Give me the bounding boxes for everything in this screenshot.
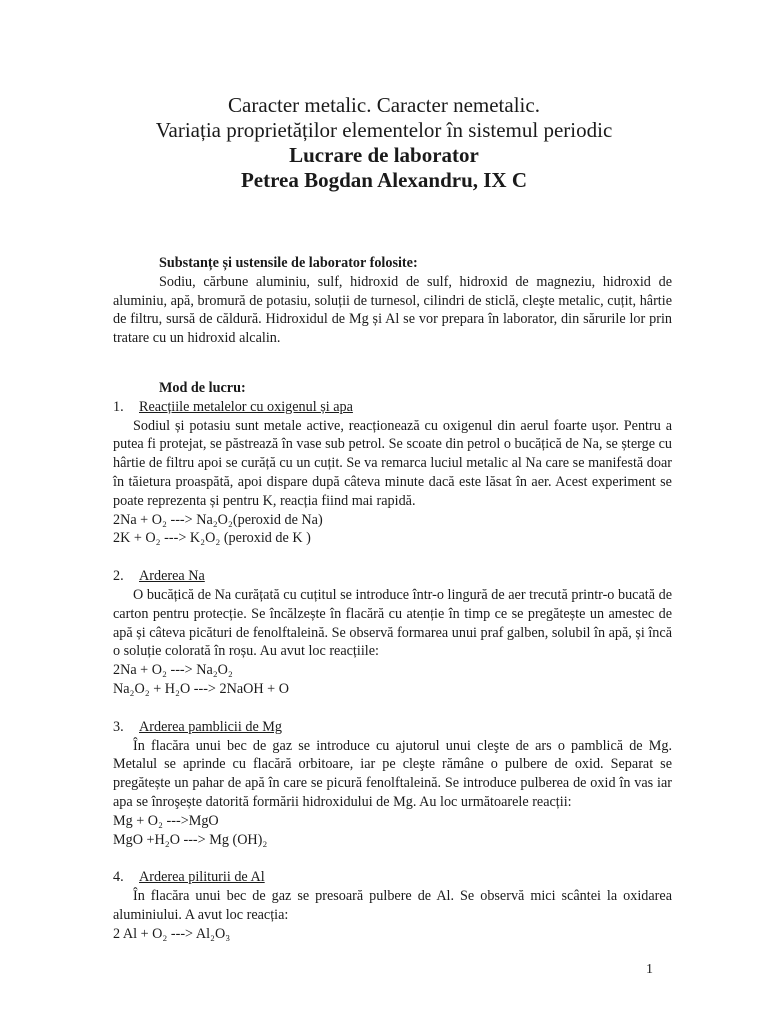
- equation: 2 Al + O₂ ---> Al₂O₃: [113, 925, 231, 942]
- title-line-3: Lucrare de laborator: [289, 143, 479, 167]
- section-number: 1.: [113, 398, 124, 415]
- equation: Mg + O₂ --->MgO: [113, 812, 219, 829]
- section-number: 2.: [113, 568, 124, 585]
- materials-heading: Substanțe și ustensile de laborator folosite:: [159, 255, 418, 271]
- section-1-text: Sodiul și potasiu sunt metale active, reacționează cu oxigenul din aerul foarte ușor. Pentru a putea fi protejat, se păstrează în vase sub petrol. Se scoate din petrol o bucățică de Na, se șterge cu hârtie de filtru apoi se curăță cu un cuțit. Se va remarca luciul metalic al Na care se manifestă doar în tăietura proaspătă, apoi dispare după câteva minute dacă este lăsat în aer. Acest experiment se poate reprezenta și pentru K, reacția fiind mai rapidă.: [113, 417, 672, 509]
- section-title: Arderea piliturii de Al: [139, 869, 265, 886]
- section-number: 4.: [113, 869, 124, 886]
- title-block: [0, 93, 768, 193]
- section-4-heading: [113, 868, 672, 887]
- section-3-text: În flacăra unui bec de gaz se introduce cu ajutorul unui cleşte de ars o pamblică de Mg. Metalul se aprinde cu flacără orbitoare, iar pe cleşte rămâne o pulbere de oxid. Separat se pregătește un pahar de apă în care se picură fenolftaleină. Se introduce pulberea de oxid în vas iar apa se înroşește datorită formării hidroxidului de Mg. Au loc următoarele reacții:: [113, 737, 672, 810]
- section-1-heading: [113, 398, 672, 417]
- materials-section: [113, 254, 672, 348]
- section-number: 3.: [113, 718, 124, 735]
- equation: 2Na + O₂ ---> Na₂O₂(peroxid de Na): [113, 511, 323, 528]
- method-heading: Mod de lucru:: [159, 380, 246, 396]
- equation: 2K + O₂ ---> K₂O₂ (peroxid de K ): [113, 530, 311, 547]
- equation: 2Na + O₂ ---> Na₂O₂: [113, 662, 233, 679]
- equation: Na₂O₂ + H₂O ---> 2NaOH + O: [113, 680, 289, 697]
- equation: MgO +H₂O ---> Mg (OH)₂: [113, 831, 268, 848]
- section-title: Reacțiile metalelor cu oxigenul și apa: [139, 398, 353, 415]
- section-title: Arderea pamblicii de Mg: [139, 718, 283, 735]
- materials-text: Sodiu, cărbune aluminiu, sulf, hidroxid de sulf, hidroxid de magneziu, hidroxid de aluminiu, apă, bromură de potasiu, soluții de turnesol, cilindri de sticlă, cleşte metalic, cuțit, hârtie de filtru, sursă de căldură. Hidroxidul de Mg și Al se vor prepara în laborator, din sărurile lor prin tratare cu un hidroxid alcalin.: [113, 273, 672, 347]
- section-3-heading: [113, 718, 672, 737]
- method-section: [113, 379, 672, 944]
- section-4-text: În flacăra unui bec de gaz se presoară pulbere de Al. Se observă mici scântei la oxidarea aluminiului. A avut loc reacția:: [113, 888, 672, 923]
- section-title: Arderea Na: [139, 568, 205, 585]
- author-line: Petrea Bogdan Alexandru, IX C: [240, 168, 528, 192]
- title-line-2: Variația proprietăților elementelor în sistemul periodic: [155, 118, 613, 142]
- section-2-heading: [113, 567, 672, 586]
- title-line-1: Caracter metalic. Caracter nemetalic.: [228, 93, 540, 117]
- page-number: 1: [646, 962, 653, 977]
- section-2-text: O bucățică de Na curățată cu cuțitul se introduce într-o lingură de aer trecută printr-o bucată de carton pentru protecție. Se încălzește în flacără cu atenție în timp ce se pregătește un amestec de apă și câteva picături de fenolftaleină. Se observă formarea unui praf galben, solubil în apă, și încă o soluție colorată în roșu. Au avut loc reacțiile:: [113, 586, 672, 660]
